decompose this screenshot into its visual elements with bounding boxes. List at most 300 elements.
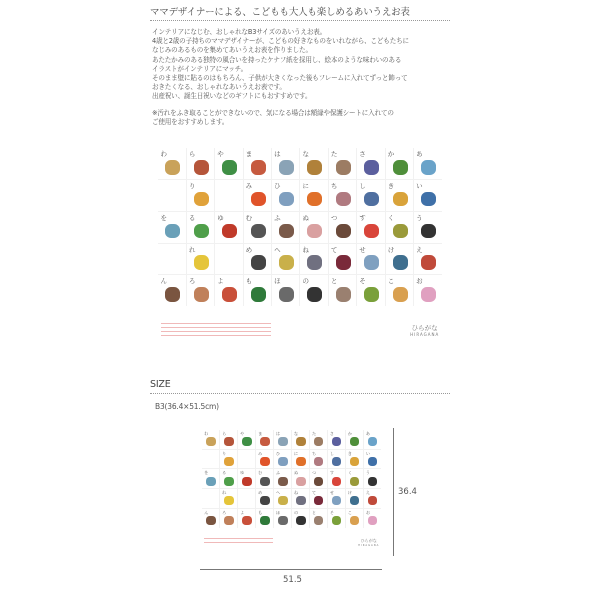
kana-cell <box>215 275 242 306</box>
kana-cell <box>357 212 384 243</box>
kana-label: こ <box>387 277 395 286</box>
kana-label: な <box>293 430 299 436</box>
kana-cell <box>158 180 185 211</box>
fine-print <box>204 538 274 546</box>
kana-label: と <box>311 509 317 515</box>
kana-cell <box>220 430 237 449</box>
illustration-icon <box>364 160 379 175</box>
kana-label: け <box>387 245 395 254</box>
kana-label: て <box>311 490 317 496</box>
kana-label: い <box>365 450 370 456</box>
illustration-icon <box>393 224 408 239</box>
kana-cell <box>357 275 384 306</box>
kana-cell <box>346 489 363 508</box>
illustration-icon <box>251 287 266 302</box>
kana-cell <box>256 430 273 449</box>
kana-label: ゆ <box>240 470 245 476</box>
kana-cell <box>215 244 242 275</box>
text-line: ご使用をおすすめします。 <box>152 118 229 127</box>
illustration-icon <box>279 287 294 302</box>
illustration-icon <box>350 477 359 486</box>
kana-cell <box>300 275 327 306</box>
illustration-icon <box>206 516 215 525</box>
kana-label: む <box>245 213 253 222</box>
kana-label: し <box>359 182 366 191</box>
page-title: ママデザイナーによる、こどもも大人も楽しめるあいうえお表 <box>150 7 410 18</box>
kana-cell <box>386 180 413 211</box>
kana-cell <box>256 450 273 469</box>
care-note <box>152 109 394 127</box>
kana-label: ら <box>188 150 196 159</box>
size-spec: B3(36.4×51.5cm) <box>155 402 219 411</box>
kana-label: す <box>359 213 366 222</box>
illustration-icon <box>336 287 351 302</box>
kana-label: か <box>347 430 352 436</box>
kana-cell <box>414 180 441 211</box>
text-line: 出産祝い、誕生日祝いなどのギフトにもおすすめです。 <box>152 92 312 101</box>
kana-label: つ <box>311 470 317 476</box>
illustration-icon <box>251 224 266 239</box>
text-line: インテリアになじむ、おしゃれなB3サイズのあいうえお表。 <box>152 28 327 36</box>
kana-label: え <box>416 245 423 254</box>
illustration-icon <box>260 437 269 446</box>
kana-cell <box>272 244 299 275</box>
illustration-icon <box>350 516 359 525</box>
illustration-icon <box>165 287 180 302</box>
illustration-icon <box>332 516 341 525</box>
kana-cell <box>202 450 219 469</box>
kana-cell <box>256 489 273 508</box>
illustration-icon <box>364 287 379 302</box>
kana-cell <box>274 509 291 528</box>
kana-label: い <box>416 182 423 191</box>
kana-cell <box>414 148 441 179</box>
illustration-icon <box>368 477 377 486</box>
kana-label: ぬ <box>293 470 299 476</box>
illustration-icon <box>278 496 287 505</box>
kana-label: な <box>302 150 309 159</box>
kana-cell <box>386 212 413 243</box>
kana-cell <box>187 212 214 243</box>
illustration-icon <box>336 192 351 207</box>
kana-cell <box>292 469 309 488</box>
kana-cell <box>300 148 327 179</box>
illustration-icon <box>350 437 359 446</box>
kana-label: け <box>347 490 352 496</box>
kana-label: り <box>188 182 196 191</box>
kana-label: え <box>365 490 370 496</box>
kana-cell <box>414 244 441 275</box>
illustration-icon <box>314 496 323 505</box>
illustration-icon <box>368 516 377 525</box>
kana-cell <box>220 450 237 469</box>
kana-cell <box>187 148 214 179</box>
kana-label: め <box>245 245 253 254</box>
kana-label: と <box>330 277 338 286</box>
illustration-icon <box>279 160 294 175</box>
kana-label: つ <box>330 213 338 222</box>
text-line: あたたかみのある独特の風合いを持ったケナフ紙を採用し、絵本のような味わいのある <box>152 55 402 64</box>
logo-roman: HIRAGANA <box>358 544 380 548</box>
kana-label: ん <box>160 277 167 286</box>
kana-cell <box>364 469 381 488</box>
kana-cell <box>256 509 273 528</box>
kana-cell <box>300 212 327 243</box>
kana-cell <box>215 212 242 243</box>
text-line: イラストがインテリアにマッチ。 <box>152 64 247 73</box>
illustration-icon <box>251 160 266 175</box>
divider <box>150 20 450 21</box>
kana-cell <box>386 244 413 275</box>
illustration-icon <box>224 457 233 466</box>
kana-cell <box>329 148 356 179</box>
illustration-icon <box>393 287 408 302</box>
kana-label: れ <box>188 245 196 254</box>
illustration-icon <box>224 477 233 486</box>
kana-label: ほ <box>274 277 281 286</box>
text-line: ※汚れをふき取ることができないので、気になる場合は額縁や保護シートに入れての <box>152 109 394 117</box>
kana-label: は <box>276 430 281 436</box>
kana-label: ろ <box>188 277 196 286</box>
kana-label: せ <box>329 490 334 496</box>
illustration-icon <box>393 255 408 270</box>
text-line: なじみのあるものを集めてあいうえお表を作りました。 <box>152 46 312 55</box>
kana-label: ん <box>204 509 209 515</box>
illustration-icon <box>278 437 287 446</box>
illustration-icon <box>251 192 266 207</box>
kana-cell <box>292 509 309 528</box>
kana-cell <box>328 489 345 508</box>
illustration-icon <box>393 160 408 175</box>
illustration-icon <box>332 477 341 486</box>
kana-label: た <box>330 150 338 159</box>
kana-cell <box>292 430 309 449</box>
illustration-icon <box>364 192 379 207</box>
illustration-icon <box>336 255 351 270</box>
kana-label: て <box>330 245 338 254</box>
kana-cell <box>244 275 271 306</box>
illustration-icon <box>165 160 180 175</box>
illustration-icon <box>194 255 209 270</box>
kana-label: ふ <box>276 470 281 476</box>
kana-cell <box>244 212 271 243</box>
kana-cell <box>357 148 384 179</box>
illustration-icon <box>224 496 233 505</box>
illustration-icon <box>307 192 322 207</box>
illustration-icon <box>368 457 377 466</box>
illustration-icon <box>314 457 323 466</box>
kana-label: お <box>416 277 423 286</box>
illustration-icon <box>336 160 351 175</box>
kana-label: は <box>274 150 281 159</box>
kana-label: む <box>258 470 263 476</box>
kana-cell <box>414 275 441 306</box>
illustration-icon <box>364 224 379 239</box>
kana-label: み <box>258 450 263 456</box>
kana-label: た <box>311 430 317 436</box>
kana-label: ち <box>330 182 338 191</box>
kana-cell <box>202 509 219 528</box>
height-arrow <box>393 428 394 556</box>
fine-print <box>161 323 271 336</box>
illustration-icon <box>194 160 209 175</box>
kana-label: ゆ <box>217 213 224 222</box>
illustration-icon <box>421 192 436 207</box>
kana-label: わ <box>204 430 209 436</box>
kana-label: そ <box>329 509 334 515</box>
kana-cell <box>274 450 291 469</box>
kana-label: し <box>329 450 334 456</box>
hiragana-logo <box>358 538 379 547</box>
kana-cell <box>310 489 327 508</box>
illustration-icon <box>421 160 436 175</box>
illustration-icon <box>314 477 323 486</box>
illustration-icon <box>368 496 377 505</box>
kana-label: ひ <box>276 450 281 456</box>
kana-cell <box>329 180 356 211</box>
kana-cell <box>215 180 242 211</box>
kana-cell <box>238 450 255 469</box>
illustration-icon <box>260 496 269 505</box>
kana-cell <box>292 489 309 508</box>
kana-label: ぬ <box>302 213 309 222</box>
illustration-icon <box>222 287 237 302</box>
kana-cell <box>329 275 356 306</box>
kana-cell <box>386 148 413 179</box>
kana-label: ら <box>222 430 227 436</box>
illustration-icon <box>194 224 209 239</box>
kana-cell <box>272 180 299 211</box>
kana-label: を <box>204 470 209 476</box>
illustration-icon <box>393 192 408 207</box>
kana-cell <box>187 275 214 306</box>
kana-cell <box>220 509 237 528</box>
illustration-icon <box>350 496 359 505</box>
illustration-icon <box>314 437 323 446</box>
kana-cell <box>238 469 255 488</box>
kana-cell <box>238 509 255 528</box>
kana-cell <box>220 489 237 508</box>
illustration-icon <box>307 255 322 270</box>
width-arrow <box>200 569 382 570</box>
kana-label: や <box>240 430 245 436</box>
illustration-icon <box>206 437 215 446</box>
kana-label: も <box>258 509 263 515</box>
kana-cell <box>158 275 185 306</box>
kana-cell <box>364 509 381 528</box>
illustration-icon <box>296 496 305 505</box>
illustration-icon <box>296 437 305 446</box>
kana-grid <box>202 430 381 528</box>
kana-cell <box>346 509 363 528</box>
kana-label: に <box>293 450 299 456</box>
illustration-icon <box>307 224 322 239</box>
kana-label: う <box>416 213 423 222</box>
illustration-icon <box>332 437 341 446</box>
illustration-icon <box>260 457 269 466</box>
divider <box>150 393 450 394</box>
kana-cell <box>244 148 271 179</box>
kana-label: み <box>245 182 253 191</box>
illustration-icon <box>296 457 305 466</box>
kana-cell <box>272 148 299 179</box>
hiragana-logo <box>410 323 439 337</box>
illustration-icon <box>336 224 351 239</box>
illustration-icon <box>364 255 379 270</box>
kana-label: く <box>347 470 352 476</box>
illustration-icon <box>222 160 237 175</box>
kana-cell <box>215 148 242 179</box>
illustration-icon <box>224 516 233 525</box>
kana-cell <box>274 430 291 449</box>
kana-label: ま <box>245 150 253 159</box>
kana-cell <box>357 180 384 211</box>
kana-cell <box>256 469 273 488</box>
kana-cell <box>187 180 214 211</box>
kana-label: る <box>222 470 227 476</box>
kana-label: の <box>293 509 299 515</box>
kana-label: ほ <box>276 509 281 515</box>
illustration-icon <box>421 224 436 239</box>
illustration-icon <box>165 224 180 239</box>
kana-label: こ <box>347 509 352 515</box>
kana-label: の <box>302 277 309 286</box>
kana-label: ま <box>258 430 263 436</box>
kana-grid <box>158 148 441 306</box>
illustration-icon <box>194 192 209 207</box>
illustration-icon <box>242 437 251 446</box>
kana-cell <box>329 212 356 243</box>
width-label: 51.5 <box>283 575 302 585</box>
kana-cell <box>328 509 345 528</box>
kana-label: へ <box>274 245 281 254</box>
illustration-icon <box>278 477 287 486</box>
illustration-icon <box>296 516 305 525</box>
kana-label: そ <box>359 277 366 286</box>
kana-label: せ <box>359 245 366 254</box>
size-heading: SIZE <box>150 379 171 390</box>
illustration-icon <box>278 516 287 525</box>
kana-label: か <box>387 150 395 159</box>
kana-label: や <box>217 150 224 159</box>
kana-cell <box>187 244 214 275</box>
logo-kana: ひらがな <box>411 324 438 333</box>
kana-cell <box>238 430 255 449</box>
kana-label: お <box>365 509 370 515</box>
kana-label: さ <box>359 150 366 159</box>
kana-cell <box>310 430 327 449</box>
illustration-icon <box>242 477 251 486</box>
illustration-icon <box>194 287 209 302</box>
kana-label: め <box>258 490 263 496</box>
kana-label: す <box>329 470 334 476</box>
kana-cell <box>329 244 356 275</box>
kana-label: も <box>245 277 253 286</box>
kana-label: さ <box>329 430 334 436</box>
kana-cell <box>202 489 219 508</box>
illustration-icon <box>332 496 341 505</box>
kana-cell <box>158 212 185 243</box>
kana-cell <box>220 469 237 488</box>
kana-label: へ <box>276 490 281 496</box>
kana-label: ね <box>302 245 309 254</box>
kana-label: き <box>347 450 352 456</box>
kana-label: ひ <box>274 182 281 191</box>
kana-label: よ <box>217 277 224 286</box>
size-poster-image <box>200 428 383 561</box>
illustration-icon <box>332 457 341 466</box>
kana-cell <box>274 469 291 488</box>
kana-cell <box>328 469 345 488</box>
kana-label: よ <box>240 509 245 515</box>
kana-cell <box>364 450 381 469</box>
illustration-icon <box>206 477 215 486</box>
kana-label: に <box>302 182 309 191</box>
kana-label: れ <box>222 490 227 496</box>
kana-cell <box>386 275 413 306</box>
kana-label: わ <box>160 150 167 159</box>
kana-cell <box>300 244 327 275</box>
kana-cell <box>300 180 327 211</box>
product-poster-image <box>155 145 445 360</box>
kana-cell <box>346 450 363 469</box>
kana-label: く <box>387 213 395 222</box>
kana-cell <box>158 244 185 275</box>
product-description <box>152 28 409 102</box>
logo-roman: HIRAGANA <box>410 332 440 338</box>
kana-cell <box>310 509 327 528</box>
illustration-icon <box>222 224 237 239</box>
kana-label: あ <box>365 430 370 436</box>
illustration-icon <box>278 457 287 466</box>
text-line: 4歳と2歳の子持ちのママデザイナーが、こどもの好きなものをいれながら、こどもたちに <box>152 37 409 46</box>
kana-label: ふ <box>274 213 281 222</box>
kana-label: ね <box>293 490 299 496</box>
kana-cell <box>274 489 291 508</box>
illustration-icon <box>307 160 322 175</box>
kana-label: ち <box>311 450 317 456</box>
illustration-icon <box>350 457 359 466</box>
kana-cell <box>310 450 327 469</box>
kana-cell <box>364 430 381 449</box>
kana-cell <box>328 430 345 449</box>
kana-label: き <box>387 182 395 191</box>
kana-label: る <box>188 213 196 222</box>
illustration-icon <box>242 516 251 525</box>
kana-label: り <box>222 450 227 456</box>
kana-cell <box>346 430 363 449</box>
kana-cell <box>292 450 309 469</box>
illustration-icon <box>224 437 233 446</box>
kana-cell <box>328 450 345 469</box>
kana-cell <box>244 180 271 211</box>
illustration-icon <box>279 192 294 207</box>
logo-kana: ひらがな <box>360 538 377 544</box>
kana-cell <box>238 489 255 508</box>
illustration-icon <box>421 287 436 302</box>
illustration-icon <box>279 224 294 239</box>
illustration-icon <box>421 255 436 270</box>
kana-label: う <box>365 470 370 476</box>
kana-cell <box>364 489 381 508</box>
kana-cell <box>272 212 299 243</box>
illustration-icon <box>260 516 269 525</box>
kana-cell <box>244 244 271 275</box>
kana-label: を <box>160 213 167 222</box>
illustration-icon <box>368 437 377 446</box>
illustration-icon <box>307 287 322 302</box>
kana-cell <box>202 430 219 449</box>
